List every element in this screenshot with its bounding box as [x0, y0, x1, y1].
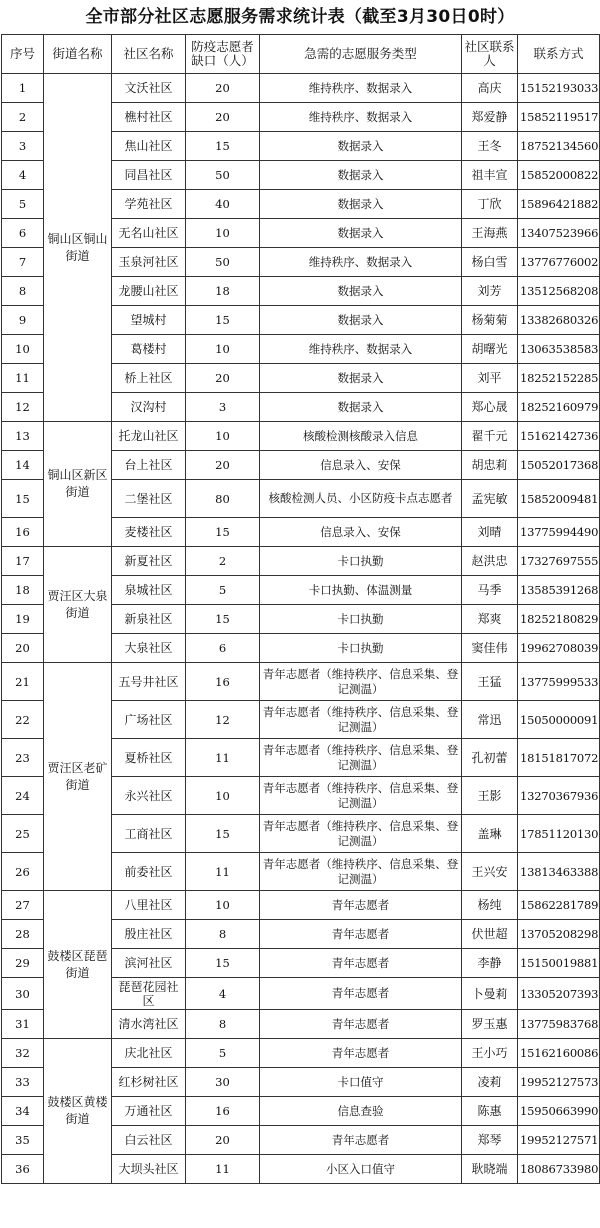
row-number: 21 [2, 663, 44, 701]
service-type: 青年志愿者 [260, 978, 462, 1010]
contact-person: 王冬 [462, 132, 518, 161]
row-number: 34 [2, 1097, 44, 1126]
community-name: 文沃社区 [112, 74, 186, 103]
contact-person: 卜曼莉 [462, 978, 518, 1010]
contact-phone: 13775999533 [518, 663, 600, 701]
service-type: 青年志愿者 [260, 1010, 462, 1039]
row-number: 33 [2, 1068, 44, 1097]
contact-person: 李静 [462, 949, 518, 978]
contact-phone: 13063538583 [518, 335, 600, 364]
community-name: 滨河社区 [112, 949, 186, 978]
contact-person: 王猛 [462, 663, 518, 701]
row-number: 30 [2, 978, 44, 1010]
contact-phone: 13585391268 [518, 576, 600, 605]
volunteer-gap: 11 [186, 853, 260, 891]
service-type: 卡口执勤、体温测量 [260, 576, 462, 605]
street-name: 鼓楼区琵琶街道 [44, 891, 112, 1039]
contact-person: 凌莉 [462, 1068, 518, 1097]
row-number: 13 [2, 422, 44, 451]
service-type: 青年志愿者 [260, 891, 462, 920]
contact-phone: 15150019881 [518, 949, 600, 978]
contact-phone: 13270367936 [518, 777, 600, 815]
row-number: 9 [2, 306, 44, 335]
col-header-gap: 防疫志愿者缺口（人） [186, 35, 260, 74]
table-row [2, 663, 600, 701]
volunteer-gap: 5 [186, 1039, 260, 1068]
service-type: 青年志愿者 [260, 1126, 462, 1155]
contact-phone: 18252160979 [518, 393, 600, 422]
row-number: 4 [2, 161, 44, 190]
contact-person: 王小巧 [462, 1039, 518, 1068]
volunteer-gap: 5 [186, 576, 260, 605]
service-type: 信息录入、安保 [260, 451, 462, 480]
table-row [2, 1039, 600, 1068]
community-name: 殷庄社区 [112, 920, 186, 949]
volunteer-gap: 3 [186, 393, 260, 422]
community-name: 红杉树社区 [112, 1068, 186, 1097]
contact-phone: 19962708039 [518, 634, 600, 663]
contact-person: 杨菊菊 [462, 306, 518, 335]
contact-phone: 15950663990 [518, 1097, 600, 1126]
row-number: 26 [2, 853, 44, 891]
community-name: 工商社区 [112, 815, 186, 853]
service-type: 青年志愿者 [260, 920, 462, 949]
table-row [2, 547, 600, 576]
contact-person: 杨纯 [462, 891, 518, 920]
service-type: 卡口执勤 [260, 605, 462, 634]
service-type: 数据录入 [260, 161, 462, 190]
contact-person: 翟千元 [462, 422, 518, 451]
contact-phone: 13776776002 [518, 248, 600, 277]
contact-person: 刘平 [462, 364, 518, 393]
col-header-community: 社区名称 [112, 35, 186, 74]
community-name: 龙腰山社区 [112, 277, 186, 306]
volunteer-gap: 8 [186, 920, 260, 949]
contact-phone: 13305207393 [518, 978, 600, 1010]
volunteer-gap: 15 [186, 949, 260, 978]
service-type: 青年志愿者（维持秩序、信息采集、登记测温） [260, 701, 462, 739]
contact-person: 耿晓端 [462, 1155, 518, 1184]
col-header-phone: 联系方式 [518, 35, 600, 74]
community-name: 新泉社区 [112, 605, 186, 634]
service-type: 数据录入 [260, 306, 462, 335]
volunteer-gap: 2 [186, 547, 260, 576]
volunteer-gap: 50 [186, 248, 260, 277]
volunteer-gap: 40 [186, 190, 260, 219]
row-number: 1 [2, 74, 44, 103]
community-name: 琵琶花园社区 [112, 978, 186, 1010]
volunteer-gap: 4 [186, 978, 260, 1010]
contact-person: 高庆 [462, 74, 518, 103]
service-type: 数据录入 [260, 277, 462, 306]
contact-person: 王影 [462, 777, 518, 815]
contact-phone: 17851120130 [518, 815, 600, 853]
volunteer-gap: 20 [186, 103, 260, 132]
contact-phone: 17327697555 [518, 547, 600, 576]
community-name: 清水湾社区 [112, 1010, 186, 1039]
volunteer-gap: 20 [186, 451, 260, 480]
community-name: 泉城社区 [112, 576, 186, 605]
service-type: 核酸检测核酸录入信息 [260, 422, 462, 451]
contact-phone: 15896421882 [518, 190, 600, 219]
contact-phone: 15152193033 [518, 74, 600, 103]
row-number: 25 [2, 815, 44, 853]
service-type: 卡口执勤 [260, 547, 462, 576]
page-title: 全市部分社区志愿服务需求统计表（截至3月30日0时） [85, 7, 515, 27]
row-number: 24 [2, 777, 44, 815]
contact-person: 盖琳 [462, 815, 518, 853]
row-number: 28 [2, 920, 44, 949]
contact-phone: 15852119517 [518, 103, 600, 132]
contact-person: 杨白雪 [462, 248, 518, 277]
community-name: 五号井社区 [112, 663, 186, 701]
community-name: 樵村社区 [112, 103, 186, 132]
community-name: 永兴社区 [112, 777, 186, 815]
volunteer-demand-table [1, 34, 600, 1184]
contact-person: 赵洪忠 [462, 547, 518, 576]
service-type: 数据录入 [260, 219, 462, 248]
volunteer-gap: 10 [186, 219, 260, 248]
volunteer-gap: 10 [186, 422, 260, 451]
contact-person: 郑琴 [462, 1126, 518, 1155]
contact-person: 罗玉惠 [462, 1010, 518, 1039]
community-name: 庆北社区 [112, 1039, 186, 1068]
service-type: 卡口执勤 [260, 634, 462, 663]
contact-phone: 15162142736 [518, 422, 600, 451]
service-type: 信息查验 [260, 1097, 462, 1126]
volunteer-gap: 30 [186, 1068, 260, 1097]
service-type: 核酸检测人员、小区防疫卡点志愿者 [260, 480, 462, 518]
contact-phone: 15852000822 [518, 161, 600, 190]
contact-phone: 15050000091 [518, 701, 600, 739]
volunteer-gap: 16 [186, 663, 260, 701]
community-name: 同昌社区 [112, 161, 186, 190]
contact-phone: 15162160086 [518, 1039, 600, 1068]
contact-person: 胡曙光 [462, 335, 518, 364]
volunteer-gap: 8 [186, 1010, 260, 1039]
contact-phone: 13705208298 [518, 920, 600, 949]
contact-phone: 19952127573 [518, 1068, 600, 1097]
volunteer-gap: 80 [186, 480, 260, 518]
community-name: 夏桥社区 [112, 739, 186, 777]
volunteer-gap: 20 [186, 1126, 260, 1155]
volunteer-gap: 15 [186, 815, 260, 853]
contact-phone: 18252180829 [518, 605, 600, 634]
contact-phone: 15852009481 [518, 480, 600, 518]
row-number: 8 [2, 277, 44, 306]
row-number: 12 [2, 393, 44, 422]
volunteer-gap: 15 [186, 605, 260, 634]
contact-phone: 18252152285 [518, 364, 600, 393]
volunteer-gap: 16 [186, 1097, 260, 1126]
contact-phone: 18086733980 [518, 1155, 600, 1184]
table-row [2, 891, 600, 920]
row-number: 3 [2, 132, 44, 161]
volunteer-gap: 6 [186, 634, 260, 663]
community-name: 白云社区 [112, 1126, 186, 1155]
volunteer-gap: 15 [186, 518, 260, 547]
contact-person: 丁欣 [462, 190, 518, 219]
row-number: 18 [2, 576, 44, 605]
table-header [2, 35, 600, 74]
row-number: 7 [2, 248, 44, 277]
service-type: 青年志愿者（维持秩序、信息采集、登记测温） [260, 815, 462, 853]
row-number: 2 [2, 103, 44, 132]
service-type: 维持秩序、数据录入 [260, 103, 462, 132]
contact-person: 常迅 [462, 701, 518, 739]
street-name: 铜山区新区街道 [44, 422, 112, 547]
row-number: 35 [2, 1126, 44, 1155]
community-name: 葛楼村 [112, 335, 186, 364]
contact-phone: 18752134560 [518, 132, 600, 161]
contact-phone: 19952127571 [518, 1126, 600, 1155]
contact-phone: 13775983768 [518, 1010, 600, 1039]
contact-person: 刘芳 [462, 277, 518, 306]
volunteer-gap: 12 [186, 701, 260, 739]
service-type: 维持秩序、数据录入 [260, 74, 462, 103]
row-number: 15 [2, 480, 44, 518]
col-header-no: 序号 [2, 35, 44, 74]
row-number: 19 [2, 605, 44, 634]
community-name: 万通社区 [112, 1097, 186, 1126]
service-type: 数据录入 [260, 190, 462, 219]
row-number: 5 [2, 190, 44, 219]
service-type: 青年志愿者（维持秩序、信息采集、登记测温） [260, 739, 462, 777]
contact-person: 刘晴 [462, 518, 518, 547]
community-name: 台上社区 [112, 451, 186, 480]
service-type: 青年志愿者（维持秩序、信息采集、登记测温） [260, 777, 462, 815]
col-header-street: 街道名称 [44, 35, 112, 74]
volunteer-gap: 50 [186, 161, 260, 190]
community-name: 八里社区 [112, 891, 186, 920]
community-name: 望城村 [112, 306, 186, 335]
contact-person: 陈惠 [462, 1097, 518, 1126]
row-number: 20 [2, 634, 44, 663]
contact-person: 王兴安 [462, 853, 518, 891]
service-type: 卡口值守 [260, 1068, 462, 1097]
community-name: 学苑社区 [112, 190, 186, 219]
street-name: 鼓楼区黄楼街道 [44, 1039, 112, 1184]
contact-person: 伏世超 [462, 920, 518, 949]
contact-person: 王海燕 [462, 219, 518, 248]
community-name: 二堡社区 [112, 480, 186, 518]
service-type: 数据录入 [260, 132, 462, 161]
volunteer-gap: 10 [186, 891, 260, 920]
service-type: 信息录入、安保 [260, 518, 462, 547]
row-number: 14 [2, 451, 44, 480]
community-name: 托龙山社区 [112, 422, 186, 451]
contact-phone: 13775994490 [518, 518, 600, 547]
contact-person: 孔初蕾 [462, 739, 518, 777]
contact-person: 郑心晟 [462, 393, 518, 422]
community-name: 焦山社区 [112, 132, 186, 161]
contact-phone: 13512568208 [518, 277, 600, 306]
table-row [2, 74, 600, 103]
contact-phone: 13382680326 [518, 306, 600, 335]
volunteer-gap: 11 [186, 1155, 260, 1184]
volunteer-gap: 20 [186, 364, 260, 393]
contact-person: 胡忠莉 [462, 451, 518, 480]
community-name: 汉沟村 [112, 393, 186, 422]
contact-person: 郑爽 [462, 605, 518, 634]
row-number: 27 [2, 891, 44, 920]
contact-phone: 15052017368 [518, 451, 600, 480]
header-row [2, 35, 600, 74]
row-number: 23 [2, 739, 44, 777]
service-type: 青年志愿者 [260, 1039, 462, 1068]
street-name: 铜山区铜山街道 [44, 74, 112, 422]
row-number: 6 [2, 219, 44, 248]
col-header-service-type: 急需的志愿服务类型 [260, 35, 462, 74]
contact-person: 孟宪敏 [462, 480, 518, 518]
contact-phone: 15862281789 [518, 891, 600, 920]
community-name: 广场社区 [112, 701, 186, 739]
service-type: 数据录入 [260, 364, 462, 393]
contact-person: 祖丰宣 [462, 161, 518, 190]
volunteer-gap: 10 [186, 335, 260, 364]
service-type: 数据录入 [260, 393, 462, 422]
contact-phone: 13407523966 [518, 219, 600, 248]
service-type: 青年志愿者（维持秩序、信息采集、登记测温） [260, 853, 462, 891]
row-number: 32 [2, 1039, 44, 1068]
contact-person: 马季 [462, 576, 518, 605]
contact-person: 郑爱静 [462, 103, 518, 132]
community-name: 玉泉河社区 [112, 248, 186, 277]
row-number: 11 [2, 364, 44, 393]
street-name: 贾汪区大泉街道 [44, 547, 112, 663]
volunteer-gap: 20 [186, 74, 260, 103]
street-name: 贾汪区老矿街道 [44, 663, 112, 891]
row-number: 17 [2, 547, 44, 576]
table-row [2, 422, 600, 451]
row-number: 31 [2, 1010, 44, 1039]
community-name: 前委社区 [112, 853, 186, 891]
row-number: 36 [2, 1155, 44, 1184]
contact-phone: 18151817072 [518, 739, 600, 777]
service-type: 维持秩序、数据录入 [260, 248, 462, 277]
community-name: 新夏社区 [112, 547, 186, 576]
row-number: 16 [2, 518, 44, 547]
contact-phone: 13813463388 [518, 853, 600, 891]
volunteer-gap: 15 [186, 306, 260, 335]
community-name: 大坝头社区 [112, 1155, 186, 1184]
row-number: 29 [2, 949, 44, 978]
row-number: 10 [2, 335, 44, 364]
community-name: 无名山社区 [112, 219, 186, 248]
volunteer-gap: 11 [186, 739, 260, 777]
volunteer-gap: 10 [186, 777, 260, 815]
service-type: 小区入口值守 [260, 1155, 462, 1184]
row-number: 22 [2, 701, 44, 739]
volunteer-gap: 15 [186, 132, 260, 161]
community-name: 麦楼社区 [112, 518, 186, 547]
community-name: 大泉社区 [112, 634, 186, 663]
service-type: 维持秩序、数据录入 [260, 335, 462, 364]
contact-person: 窦佳伟 [462, 634, 518, 663]
volunteer-gap: 18 [186, 277, 260, 306]
table-body [2, 74, 600, 1184]
service-type: 青年志愿者（维持秩序、信息采集、登记测温） [260, 663, 462, 701]
community-name: 桥上社区 [112, 364, 186, 393]
service-type: 青年志愿者 [260, 949, 462, 978]
col-header-contact: 社区联系人 [462, 35, 518, 74]
